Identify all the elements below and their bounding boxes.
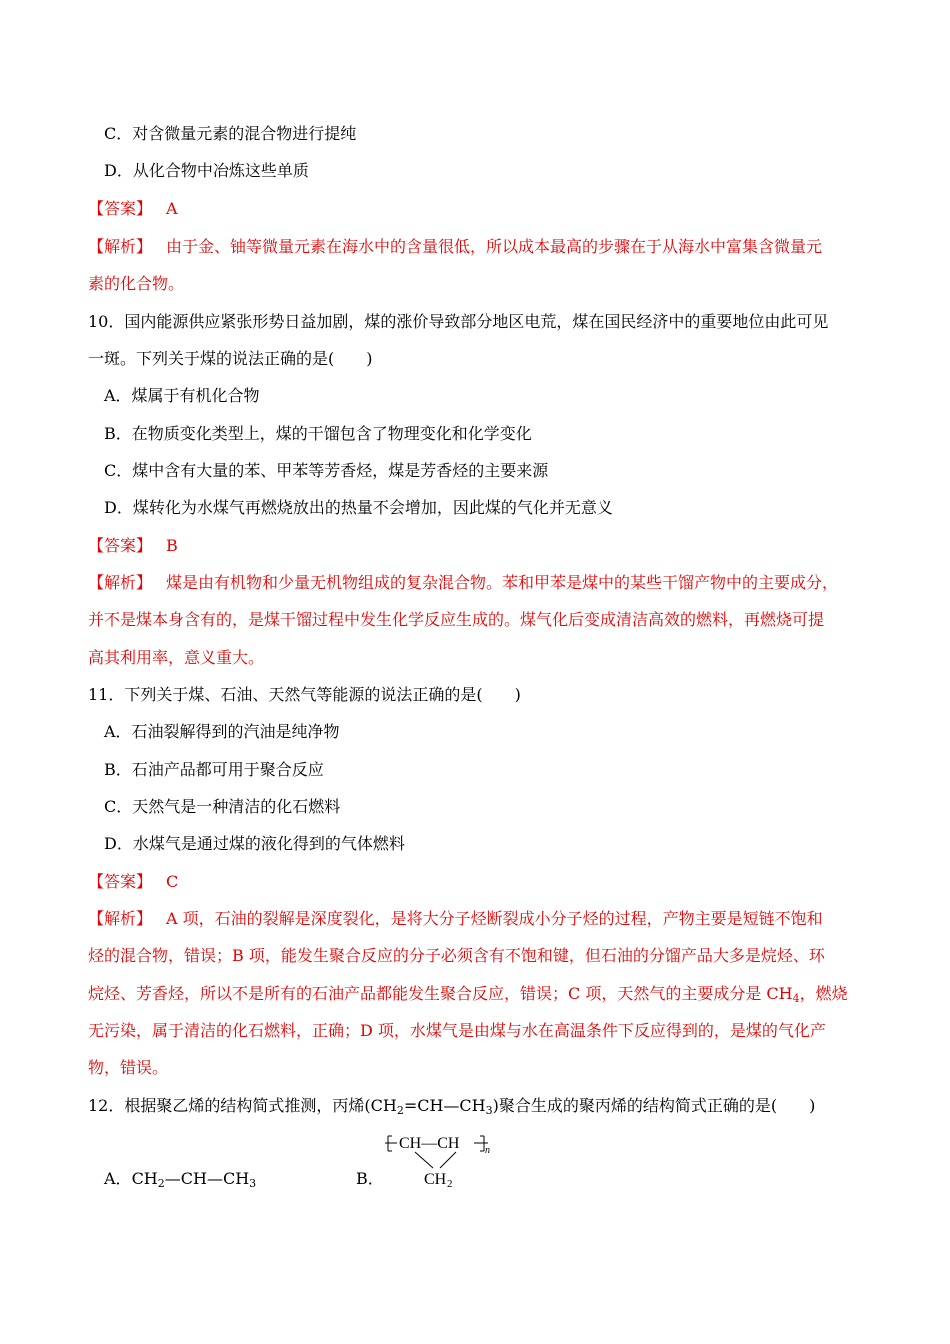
q11-option-c: C．天然气是一种清洁的化石燃料 [104,797,341,816]
q11-option-b: B．石油产品都可用于聚合反应 [104,760,324,779]
q9-analysis-line [88,237,822,257]
q10-analysis-line: 并不是煤本身含有的，是煤干馏过程中发生化学反应生成的。煤气化后变成清洁高效的燃料，再燃烧可提 [88,610,825,629]
subscript: 3 [249,1177,257,1190]
analysis-text: 由于金、铀等微量元素在海水中的含量很低，所以成本最高的步骤在于从海水中富集含微量元 [166,237,823,256]
analysis-text: 煤是由有机物和少量无机物组成的复杂混合物。苯和甲苯是煤中的某些干馏产物中的主要成分， [166,573,839,592]
analysis-tag: 【解析】 [88,909,153,928]
stem-text: =CH—CH [403,1096,486,1115]
answer-value: A [166,199,178,218]
q12-stem [88,1096,815,1116]
q11-analysis-line [88,909,823,929]
analysis-tag: 【解析】 [88,237,153,256]
answer-value: C [166,872,179,891]
answer-tag: 【答案】 [88,199,153,218]
subscript: 2 [157,1177,165,1190]
subscript: 3 [485,1104,493,1117]
q9-analysis-line: 素的化合物。 [88,274,185,293]
q11-stem: 11．下列关于煤、石油、天然气等能源的说法正确的是( ) [88,685,521,704]
q11-analysis-line: 物，错误。 [88,1058,169,1077]
q10-stem: 10．国内能源供应紧张形势日益加剧，煤的涨价导致部分地区电荒，煤在国民经济中的重要地位由此可见 [88,312,829,331]
q11-option-a: A．石油裂解得到的汽油是纯净物 [104,722,340,741]
q10-stem: 一斑。下列关于煤的说法正确的是( ) [88,349,373,368]
analysis-text: A 项，石油的裂解是深度裂化，是将大分子烃断裂成小分子烃的过程，产物主要是短链不饱和 [166,909,823,928]
subscript: 4 [792,992,800,1005]
q11-analysis-line: 烃的混合物，错误；B 项，能发生聚合反应的分子必须含有不饱和键，但石油的分馏产品大多是烷烃、环 [88,946,825,965]
formula-text: CH [131,1169,158,1188]
q10-analysis-line [88,573,838,593]
q11-analysis-line [88,984,848,1004]
formula-text: —CH—CH [164,1169,250,1188]
stem-text: )聚合生成的聚丙烯的结构简式正确的是( ) [492,1096,816,1115]
analysis-tag: 【解析】 [88,573,153,592]
q10-analysis-line: 高其利用率，意义重大。 [88,648,265,667]
answer-tag: 【答案】 [88,536,153,555]
q10-option-b: B．在物质变化类型上，煤的干馏包含了物理变化和化学变化 [104,424,532,443]
q10-option-a: A．煤属于有机化合物 [104,386,260,405]
option-label: A． [104,1169,132,1188]
stem-text: 12．根据聚乙烯的结构简式推测，丙烯(CH [88,1096,397,1115]
q11-answer [88,872,178,892]
analysis-text: ，燃烧 [799,984,848,1003]
q12-option-b-label: B． [356,1169,384,1188]
q11-option-d: D．水煤气是通过煤的液化得到的气体燃料 [104,834,405,853]
q12-option-b-structure [380,1130,500,1190]
subscript: 2 [396,1104,404,1117]
ring-bond-left [415,1152,433,1168]
q10-option-c: C．煤中含有大量的苯、甲苯等芳香烃，煤是芳香烃的主要来源 [104,461,549,480]
formula-top: CH—CH [399,1135,460,1152]
q9-answer [88,199,178,219]
q10-answer [88,536,178,556]
q10-option-d: D．煤转化为水煤气再燃烧放出的热量不会增加，因此煤的气化并无意义 [104,498,613,517]
answer-value: B [166,536,178,555]
subscript: 2 [447,1178,453,1190]
answer-tag: 【答案】 [88,872,153,891]
repeat-n: n [485,1145,490,1156]
q11-analysis-line: 无污染，属于清洁的化石燃料，正确；D 项，水煤气是由煤与水在高温条件下反应得到的，是煤的气化产 [88,1021,826,1040]
q12-option-a [104,1169,256,1189]
q9-option-c: C．对含微量元素的混合物进行提纯 [104,124,357,143]
q9-option-d: D．从化合物中冶炼这些单质 [104,161,309,180]
ring-bond-right [440,1152,456,1168]
analysis-text: 烷烃、芳香烃，所以不是所有的石油产品都能发生聚合反应，错误；C 项，天然气的主要成分是 CH [88,984,793,1003]
formula-bottom: CH [424,1171,447,1188]
